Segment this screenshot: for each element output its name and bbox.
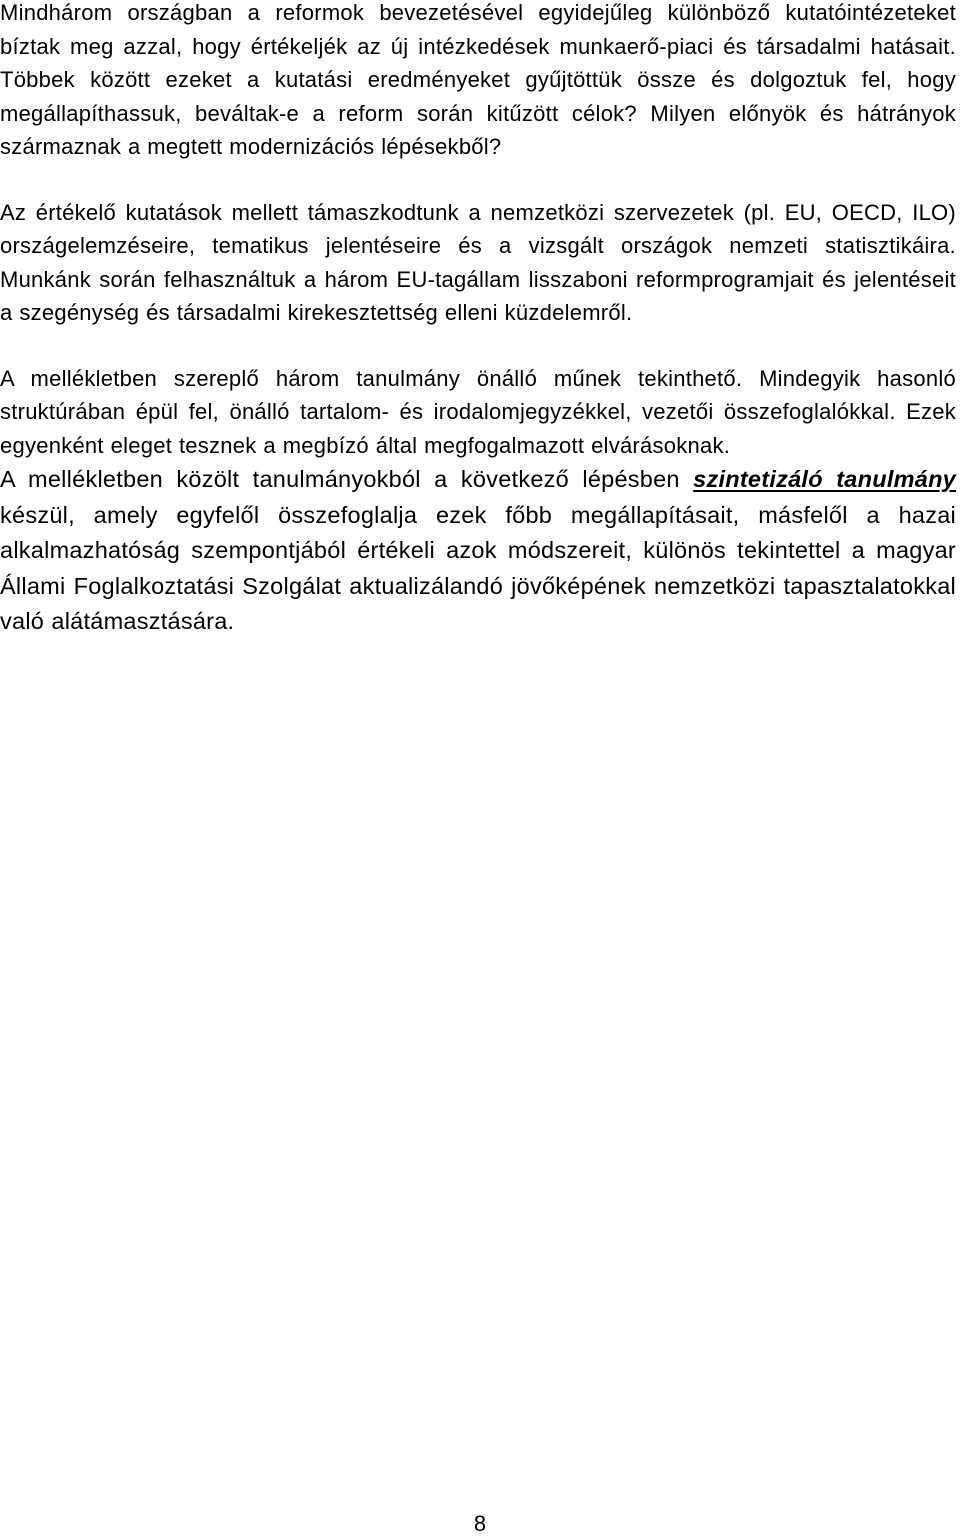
paragraph-3: A mellékletben szereplő három tanulmány önálló műnek tekinthető. Mindegyik hasonló struktúrában épül fel, önálló tartalom- és irodalomjegyzékkel, vezetői összefoglalókkal. Ezek egyenként eleget tesznek a megbízó által megfogalmazott elvárásoknak.	[0, 365, 956, 458]
paragraph-4-rest: készül, amely egyfelől összefoglalja ezek főbb megállapításait, másfelől a hazai alkalmazhatóság szempontjából értékeli azok módszereit, különös tekintettel a magyar Állami Foglalkoztatási Szolgálat aktualizálandó jövőképének nemzetközi tapasztalatokkal való alátámasztására.	[0, 501, 956, 635]
synthesis-study-emphasis: szintetizáló tanulmány	[693, 466, 956, 492]
body-text	[0, 0, 956, 640]
paragraph-2: Az értékelő kutatások mellett támaszkodtunk a nemzetközi szervezetek (pl. EU, OECD, ILO) országelemzéseire, tematikus jelentéseire és a vizsgált országok nemzeti statisztikáira. Munkánk során felhasználtuk a három EU-tagállam lisszaboni reformprogramjait és jelentéseit a szegénység és társadalmi kirekesztettség elleni küzdelemről.	[0, 199, 956, 325]
page-number: 8	[473, 1511, 487, 1536]
paragraph-4	[0, 462, 956, 640]
paragraph-4-intro: A mellékletben közölt tanulmányokból a következő lépésben	[0, 466, 694, 492]
paragraph-1: Mindhárom országban a reformok bevezetésével egyidejűleg különböző kutatóintézeteket bíztak meg azzal, hogy értékeljék az új intézkedések munkaerő-piaci és társadalmi hatásait. Többek között ezeket a kutatási eredményeket gyűjtöttük össze és dolgoztuk fel, hogy megállapíthassuk, beváltak-e a reform során kitűzött célok? Milyen előnyök és hátrányok származnak a megtett modernizációs lépésekből?	[0, 0, 956, 159]
